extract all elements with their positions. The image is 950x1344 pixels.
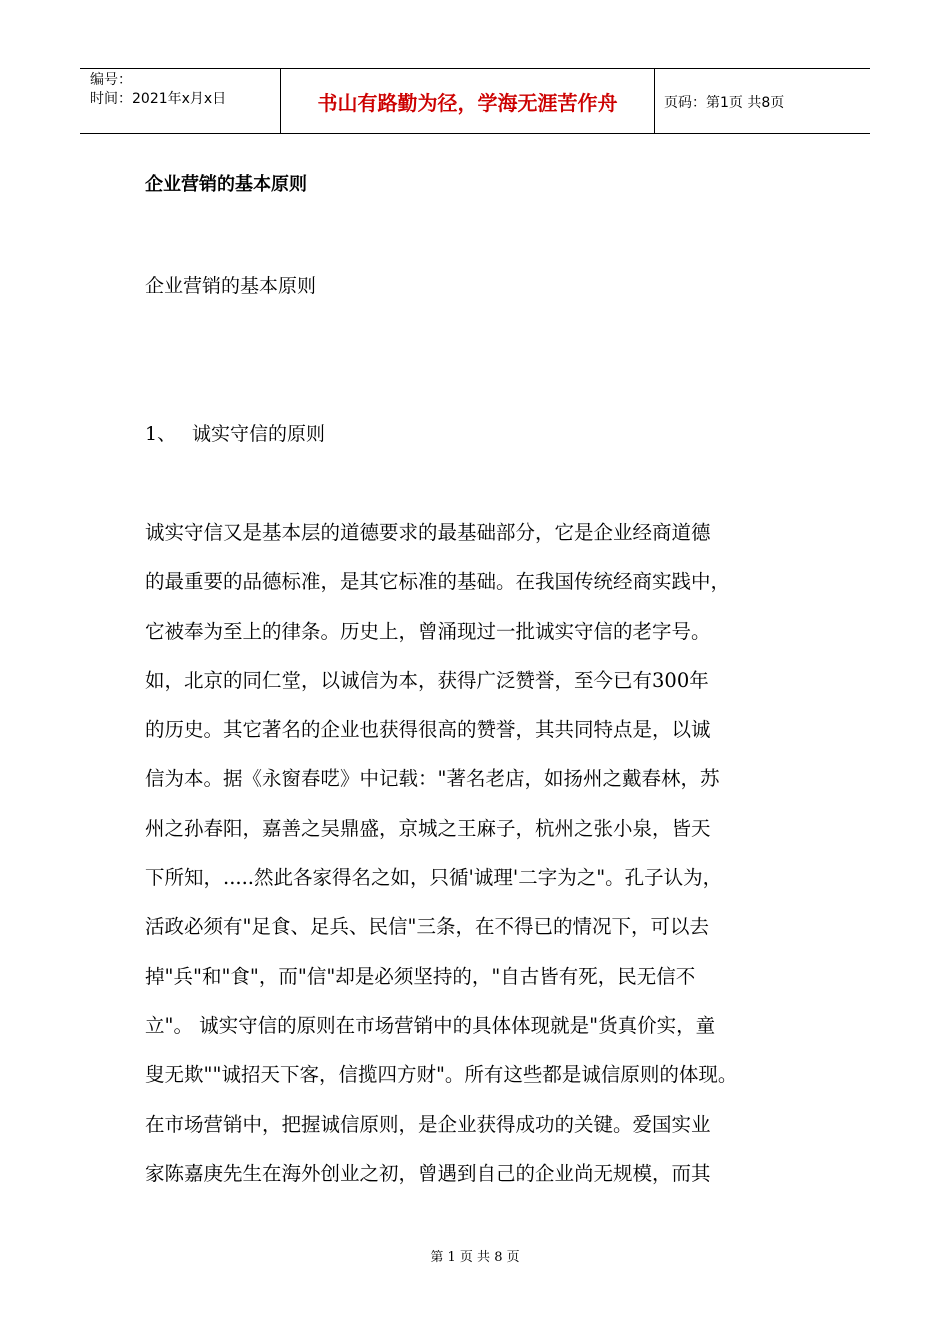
body-line: 下所知，.....然此各家得名之如，只循'诚理'二字为之"。孔子认为， bbox=[145, 866, 723, 890]
body-paragraph bbox=[145, 517, 815, 1207]
body-line: 的最重要的品德标准，是其它标准的基础。在我国传统经商实践中， bbox=[145, 570, 731, 594]
section-heading bbox=[145, 419, 325, 446]
serial-number-label: 编号： bbox=[90, 72, 132, 88]
document-title: 企业营销的基本原则 bbox=[145, 174, 307, 195]
body-line: 的历史。其它著名的企业也获得很高的赞誉，其共同特点是，以诚 bbox=[145, 718, 711, 742]
header-meta bbox=[90, 71, 280, 109]
page-header bbox=[80, 68, 870, 134]
body-line: 家陈嘉庚先生在海外创业之初，曾遇到自己的企业尚无规模，而其 bbox=[145, 1161, 711, 1185]
body-line: 如，北京的同仁堂，以诚信为本，获得广泛赞誉，至今已有300年 bbox=[145, 668, 709, 692]
body-line: 在市场营销中，把握诚信原则，是企业获得成功的关键。爱国实业 bbox=[145, 1112, 711, 1136]
page-footer: 第 1 页 共 8 页 bbox=[430, 1250, 520, 1265]
body-line: 叟无欺""诚招天下客，信揽四方财"。所有这些都是诚信原则的体现。 bbox=[145, 1063, 738, 1087]
header-motto: 书山有路勤为径，学海无涯苦作舟 bbox=[317, 91, 618, 115]
header-page-info: 页码：第1页 共8页 bbox=[664, 95, 785, 111]
document-subtitle: 企业营销的基本原则 bbox=[145, 275, 317, 297]
body-line: 州之孙春阳，嘉善之吴鼎盛，京城之王麻子，杭州之张小泉，皆天 bbox=[145, 816, 711, 840]
body-line: 它被奉为至上的律条。历史上，曾涌现过一批诚实守信的老字号。 bbox=[145, 619, 711, 643]
section-heading-text: 诚实守信的原则 bbox=[192, 423, 326, 445]
section-number: 1、 bbox=[145, 423, 177, 445]
body-line: 信为本。据《永窗春呓》中记载："著名老店，如扬州之戴春林，苏 bbox=[145, 767, 720, 791]
body-line: 立"。 诚实守信的原则在市场营销中的具体体现就是"货真价实，童 bbox=[145, 1013, 716, 1037]
date-line: 时间：2021年x月x日 bbox=[90, 91, 227, 107]
header-divider bbox=[654, 69, 655, 133]
body-line: 掉"兵"和"食"，而"信"却是必须坚持的，"自古皆有死，民无信不 bbox=[145, 964, 696, 988]
body-line: 活政必须有"足食、足兵、民信"三条，在不得已的情况下，可以去 bbox=[145, 915, 709, 939]
body-line: 诚实守信又是基本层的道德要求的最基础部分，它是企业经商道德 bbox=[145, 521, 711, 544]
